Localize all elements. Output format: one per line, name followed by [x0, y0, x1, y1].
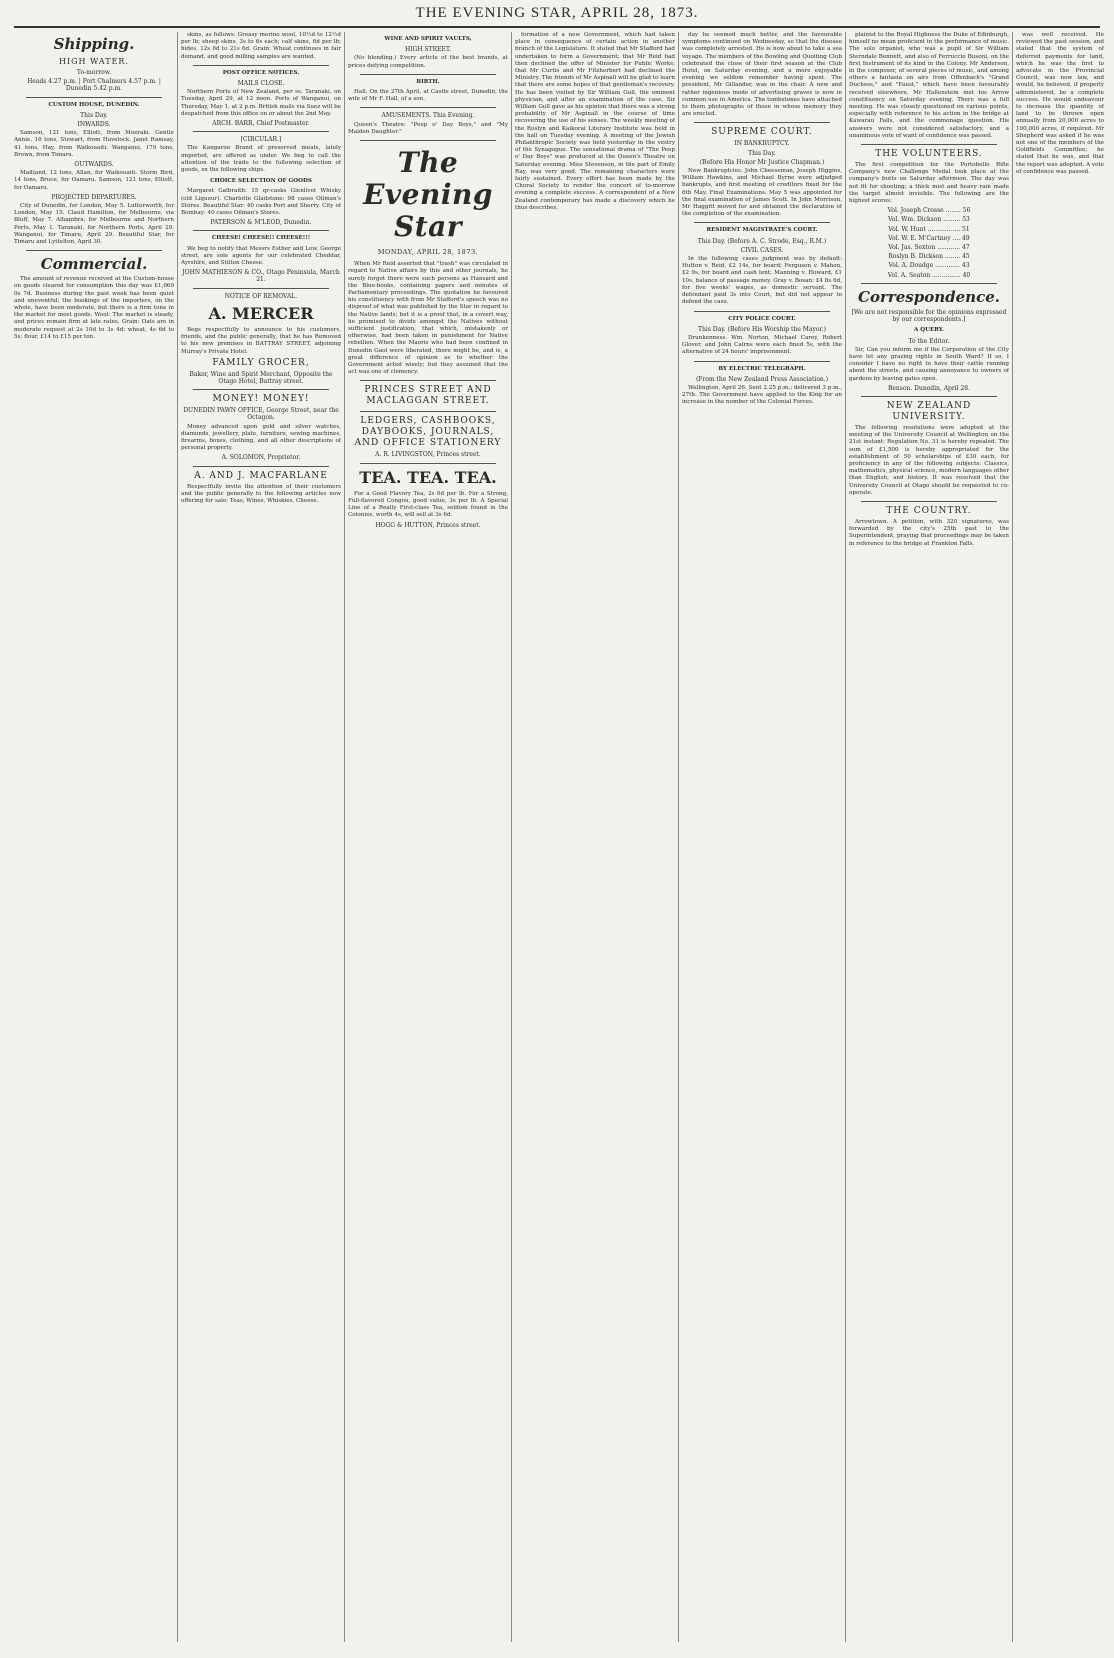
divider — [360, 380, 496, 381]
score-list — [849, 207, 1009, 279]
query-text: Sir, Can you inform me if the Corporation of the City have let any grazing rights in South Ward? If so, I consider I have no right to have their cattle running about the streets, and causing annoyance to owners of gardens by leaving gates open. — [849, 346, 1009, 382]
market-text: skins, as follows: Greasy merino wool, 10½d to 12½d per lb; sheep skins, 3s to 6s each; calf skins, 6d per lb; hides, 12s 6d to 21s 6d. Grain: Wheat continues in fair demand, and good milling samples are wanted. — [181, 32, 341, 60]
ledgers-signature: A. R. LIVINGSTON, Princes street. — [375, 451, 481, 459]
cheese-signature: JOHN MATHIESON & CO., Otago Peninsula, March 21. — [182, 269, 340, 284]
post-office-signature: ARCH. BARR, Chief Postmaster. — [212, 120, 310, 128]
column-rule — [845, 32, 846, 1642]
ledgers-heading: LEDGERS, CASHBOOKS, DAYBOOKS, JOURNALS, AND OFFICE STATIONERY — [354, 416, 502, 449]
court-date: This Day. — [748, 149, 776, 157]
masthead: THE EVENING STAR, APRIL 28, 1873. — [415, 5, 699, 21]
divider — [694, 222, 830, 223]
high-water-heading: HIGH WATER. — [59, 57, 129, 66]
score-row: Roslyn B. Dickson ........ 45 — [888, 253, 970, 261]
column-5 — [682, 32, 842, 1642]
score-row: Vol. W. E. M'Cartney .... 49 — [888, 234, 970, 242]
mercer-name: A. MERCER — [208, 303, 314, 323]
wine-vaults-heading: WINE AND SPIRIT VAULTS, — [384, 36, 472, 42]
choice-goods-text: Margaret Galbraith: 15 qr-casks Glenlivet Whisky (old Liqueur). Charlotte Gladstone: 98 cases Oilman's Stores. Beautiful Star: 40 casks Port and Sherry. City of Bombay: 40 cases Oilman's Stores. — [181, 188, 341, 217]
choice-goods-signature: PATERSON & M'LEOD, Dunedin. — [210, 219, 312, 227]
shops-heading: PRINCES STREET AND MACLAGGAN STREET. — [364, 385, 492, 407]
court-judge: (Before His Honor Mr Justice Chapman.) — [699, 158, 825, 166]
column-2 — [181, 32, 341, 1642]
cheese-heading: CHEESE! CHEESE!! CHEESE!!! — [211, 235, 311, 242]
tomorrow-label: To-morrow. — [76, 69, 112, 76]
shipping-heading: Shipping. — [53, 35, 135, 53]
score-row: Vol. Joseph Crosse ........ 56 — [887, 207, 971, 215]
column-4 — [515, 32, 675, 1642]
divider — [861, 144, 997, 145]
mercer-address: Baker, Wine and Spirit Merchant, Opposite the Otago Hotel, Battray street. — [189, 370, 333, 385]
divider — [694, 311, 830, 312]
commercial-text: The amount of revenue received at the Custom-house on goods cleared for consumption this day was £1,069 0s 7d. Business during the past week has been quiet and uneventful; the bookings of the importers, on the whole, have been moderate, but there is a firm tone in the market for most goods. Wool: The market is steady, and prices remain firm at late rates. Grain: Oats are in moderate request at 2s 10d to 3s 4d; wheat, 4s 6d to 5s; flour, £14 to £15 per ton. — [14, 276, 174, 340]
column-rule — [344, 32, 345, 1642]
correspondence-note: [We are not responsible for the opinions expressed by our correspondents.] — [851, 308, 1007, 324]
divider — [360, 411, 496, 412]
divider — [193, 389, 329, 390]
telegraph-heading: BY ELECTRIC TELEGRAPH. — [718, 365, 806, 372]
editorial-text: When Mr Reid asserted that "trash" was circulated in regard to Native affairs by this and other journals, he surely forgot there were such persons as Hansard and the Blue-books, containing papers and minutes of Parliamentary proceedings. The quotation he favoured his constituency with from Mr Stafford's speech was no disproof of what was published by the Star in regard to the Native lands; but it is a proof that, in a covert way, he promised to divide amongst the Natives without sufficient justification, that which, mistakenly or otherwise, had been taken in punishment for Native rebellion. When the Maoris who had been confined in Dunedin Gaol were liberated, there might be, and is, a great difference of opinion as to whether the Government acted wisely; but they assumed that the act was one of clemency. — [348, 261, 508, 376]
amusements-text: Queen's Theatre: "Peep o' Day Boys," and "My Maiden Daughter." — [348, 121, 508, 135]
commercial-heading: Commercial. — [40, 255, 148, 274]
wine-vaults-text: (No blending.) Every article of the best brands, at prices defying competition. — [348, 55, 508, 69]
outwards-label: OUTWARDS. — [74, 161, 114, 169]
score-row: Vol. A. Seaton ............... 40 — [887, 271, 971, 279]
post-office-heading: POST OFFICE NOTICES. — [222, 69, 300, 76]
city-police-sub: This Day. (Before His Worship the Mayor.) — [698, 325, 826, 333]
divider — [193, 131, 329, 132]
column-rule — [1012, 32, 1013, 1642]
customs-heading: CUSTOM HOUSE, DUNEDIN. — [48, 101, 140, 108]
birth-heading: BIRTH. — [416, 78, 440, 85]
resident-court-sub: This Day. (Before A. C. Strode, Esq., R.M.) — [697, 237, 827, 245]
birth-text: Hall. On the 27th April, at Castle street, Dunedin, the wife of Mr F. Hall, of a son. — [348, 89, 508, 103]
circular-text: The Kangaroo Brand of preserved meats, lately imported, are offered as under. We beg to call the attention of the trade to the following selection of goods, ex the following ships. — [181, 145, 341, 174]
country-text: Arrowtown. A petition, with 320 signatures, was forwarded by the city's 25th past to the Superintendent, praying that proceedings may be taken in reference to the bridge at Frankton Falls. — [849, 518, 1009, 547]
divider — [694, 122, 830, 123]
news-text: plainist to the Royal Highness the Duke of Edinburgh, himself no mean proficient in the performance of music. The solo organist, who was a pupil of Sir William Sterndale Bennett, and also of Ferruccio Busoni, on the first Instrument of its kind in the Colony. Mr Anderson, in the composer, of several pieces of music, and among others a fantasia on airs from Offenbach's "Grand Duchess," and "Faust," which have been favourably received elsewhere. Mr Hallenstein met his Arrow constituency on Saturday evening. There was a full meeting. He was closely questioned on various points, especially with reference to his action in the bridge at Kawarau Falls, and the commonage question. His answers were not considered satisfactory, and a unanimous vote of want of confidence was passed. — [849, 32, 1009, 139]
divider — [861, 283, 997, 284]
pawn-office-label: DUNEDIN PAWN OFFICE, George Street, near the Octagon. — [183, 407, 339, 422]
university-text: The following resolutions were adopted at the meeting of the University Council at Wellington on the 21st instant: Regulation No. 31 is hereby repealed. The sum of £1,500 is hereby appropriated for the establishment of 50 scholarships of £30 each, for proficiency in any of the following subjects: Classics, mathematics, physical science, modern languages other than English, and history. It was resolved that the University Council at Otago should be requested to co-operate. — [849, 424, 1009, 496]
divider — [694, 361, 830, 362]
choice-goods-heading: CHOICE SELECTION OF GOODS — [210, 178, 312, 185]
column-1 — [14, 32, 174, 1642]
divider — [193, 65, 329, 66]
mails-close-label: MAILS CLOSE. — [237, 80, 285, 88]
correspondence-heading: Correspondence. — [858, 287, 1000, 306]
telegraph-text: Wellington, April 26. Sent 2.25 p.m.; delivered 3 p.m., 27th. The Government have applied to the King for an increase in the number of the Colonial Forces. — [682, 384, 842, 406]
bankruptcy-label: IN BANKRUPTCY. — [734, 140, 790, 148]
divider — [193, 288, 329, 289]
macfarlane-text: Respectfully invite the attention of their customers and the public generally to the following articles now offering for sale: Teas, Wines, Whiskies, Cheese. — [181, 483, 341, 504]
news-text: was well received. He reviewed the past session, and stated that the system of deferred payments for land, which he was the first to advocate in the Provincial Council, was now law, and would, he believed, if properly administered, be a complete success. He would endeavour to increase the quantity of land to be thrown open annually from 20,000 acres to 100,000 acres, if required. Mr Shepherd was asked if he was not one of the members of the Goldfields Committee; he stated that he was, and that the report was adopted. A vote of confidence was passed. — [1016, 32, 1104, 175]
civil-cases-label: CIVIL CASES. — [740, 246, 784, 254]
pawn-office-signature: A. SOLOMON, Proprietor. — [221, 454, 301, 462]
pawn-office-text: Money advanced upon gold and silver watches, diamonds, jewellery, plate, furniture, sewing machines, firearms, boxes, clothing, and all other descriptions of personal property. — [181, 423, 341, 452]
wine-vaults-address: HIGH STREET. — [405, 46, 451, 54]
removal-heading: NOTICE OF REMOVAL. — [224, 292, 298, 300]
column-7 — [1016, 32, 1104, 1642]
city-police-heading: CITY POLICE COURT. — [728, 315, 796, 322]
score-row: Vol. Wm. Dickson ......... 53 — [888, 216, 970, 224]
projected-text: City of Dunedin, for London, May 5. Lutterworth, for London, May 15. Claud Hamilton, for Melbourne, via Bluff, May 7. Alhambra, for Melbourne and Northern Ports, May 1. Taranaki, for Northern Ports, April 29. Wanganui, for Timaru, April 29. Beautiful Star, for Timaru and Lyttelton, April 30. — [14, 203, 174, 246]
divider — [360, 140, 496, 141]
projected-label: PROJECTED DEPARTURES. — [51, 193, 137, 201]
divider — [861, 396, 997, 397]
outwards-text: Maitland, 12 tons, Allan, for Waikouaiti. Storm Bird, 14 tons, Bruce, for Oamaru. Samson, 121 tons, Elliott, for Oamaru. — [14, 170, 174, 191]
university-heading: NEW ZEALAND UNIVERSITY. — [886, 400, 972, 422]
score-row: Vol. W. Hunt ................. 51 — [888, 225, 970, 233]
city-police-text: Drunkenness. Wm. Norton, Michael Carey, Robert Glover, and John Cairns were each fined 5s, with the alternative of 24 hours' imprisonment. — [682, 334, 842, 356]
circular-label: [CIRCULAR.] — [240, 136, 282, 144]
masthead-rule — [14, 26, 1100, 28]
court-text: New Bankruptcies. John Cheeseman, Joseph Higgins, William Hawkins, and Michael Byrne were adjudged bankrupts, and first meeting of creditors fixed for the 6th May. Final Examinations. May 5 was appointed for the final examination of James Scott. In John Morrison, Mr Haggitt moved for and obtained the declaration of the completion of the examination. — [682, 168, 842, 218]
column-rule — [177, 32, 178, 1642]
arrived-label: INWARDS. — [77, 121, 111, 129]
resident-court-heading: RESIDENT MAGISTRATE'S COURT. — [706, 227, 818, 234]
telegraph-source: (From the New Zealand Press Association.) — [695, 375, 829, 383]
arrived-text: Samson, 121 tons, Elliott, from Moeraki. Gentle Annie, 16 tons, Stewart, from Havelock. Janet Ramsay, 41 tons, Hay, from Waikouaiti. Wanganui, 179 tons, Brown, from Timaru. — [14, 130, 174, 158]
query-heading: A QUERY. — [914, 327, 944, 334]
divider — [360, 107, 496, 108]
country-heading: THE COUNTRY. — [886, 505, 972, 516]
family-grocer-label: FAMILY GROCER, — [212, 357, 310, 368]
tide-table: Heads 4.27 p.m. | Port Chalmers 4.57 p.m. | Dunedin 5.42 p.m. — [27, 78, 161, 93]
tea-text: For a Good Flavory Tea, 2s 6d per lb. For a Strong, Full-flavored Congou, good value, 3s per lb. A Special Line of a Really First-class Tea, seldom found in the Colonies, worth 4s, will sell at 3s 6d. — [348, 490, 508, 519]
score-row: Vol. A. Doudge ............. 43 — [888, 262, 970, 270]
cheese-text: We beg to notify that Messrs Esther and Low, George street, are sole agents for our celebrated Cheddar, Ayrshire, and Stilton Cheese. — [181, 245, 341, 267]
amusements-heading: AMUSEMENTS. This Evening. — [381, 112, 475, 120]
mercer-text: Begs respectfully to announce to his customers, friends, and the public generally, that he has Removed to his new premises in BATTRAY STREET, adjoining Murray's Private Hotel. — [181, 326, 341, 355]
divider — [193, 466, 329, 467]
column-6 — [849, 32, 1009, 1642]
score-row: Vol. Jas. Sexton ............ 47 — [888, 244, 970, 252]
civil-cases-text: In the following cases judgment was by default: Hutton v. Reid, £2 14s, for board; Ferguson v. Mahon, £2 9s, for board and cash lent; Manning v. Howard, £1 10s, balance of passage money. Gray v. Bosan: £4 8s 6d, for five weeks' wages, as domestic servant. The defendant paid 3s into Court, but did not appear to defend the case. — [682, 256, 842, 306]
divider — [360, 74, 496, 75]
column-rule — [511, 32, 512, 1642]
tea-heading: TEA. TEA. TEA. — [359, 467, 497, 487]
query-addressee: To the Editor. — [908, 337, 950, 345]
column-3 — [348, 32, 508, 1642]
paper-title: The Evening Star — [363, 146, 493, 244]
post-office-text: Northern Ports of New Zealand, per ss. Taranaki, on Tuesday, April 29, at 12 noon. Ports of Wanganui, on Thursday, May 1, at 2 p.m. British mails via Suez will be despatched from this office on or about the 2nd May. — [181, 89, 341, 117]
query-signature: Benson. Dunedin, April 28. — [887, 384, 971, 392]
tea-signature: HOGG & HUTTON, Princes street. — [375, 521, 481, 529]
macfarlane-heading: A. AND J. MACFARLANE — [194, 470, 328, 481]
money-heading: MONEY! MONEY! — [212, 394, 310, 405]
paper-dateline: MONDAY, APRIL 28, 1873. — [377, 248, 479, 257]
volunteers-text: The first competition for the Portobello Rifle Company's new Challenge Medal took place at the company's butts on Saturday afternoon. The day was not fit for shooting; a thick mist and heavy rain made the target almost invisible. The following are the highest scores: — [849, 162, 1009, 205]
volunteers-heading: THE VOLUNTEERS. — [875, 149, 983, 160]
divider — [861, 501, 997, 502]
column-rule — [678, 32, 679, 1642]
supreme-court-heading: SUPREME COURT. — [711, 127, 813, 138]
news-text: formation of a new Government, which had taken place in consequence of certain action in another branch of the Legislature. It stated that Mr Stafford had undertaken to form a Government; that Mr Reid had then declined the offer of Minister for Public Works; that Mr Curtis and Mr Fitzherbert had declined the Ministry. The friends of Mr Aspinall will be glad to learn that there are some hopes of that gentleman's recovery. He has been visited by Sir William Gull, the eminent physician, and after an examination of the case, Sir William Gull gave as his opinion that there was a strong probability of Mr Aspinall in the course of time recovering the use of his senses. The weekly meeting of the Roslyn and Kaikorai Literary Institute was held in the hall on Tuesday evening. A meeting of the Jewish Philanthropic Society was held yesterday in the vestry of the Synagogue. The sensational drama of "The Peep o' Day Boys" was produced at the Queen's Theatre on Saturday evening. Miss Stevenson, in the part of Emily Ray, was very good. The remaining characters were fairly sustained. Every effort has been made by the Choral Society to render the concert of to-morrow evening a complete success. A correspondent of a New Zealand contemporary has made a discovery which he thus describes. — [515, 32, 675, 211]
customs-date: This Day. — [80, 111, 108, 119]
divider — [26, 97, 162, 98]
divider — [193, 230, 329, 231]
divider — [26, 250, 162, 251]
divider — [360, 463, 496, 464]
news-text: day he seemed much better, and the favourable symptoms continued on Wednesday, so that the disease was completely arrested. He is now about to take a sea voyage. The members of the Bowling and Quoiting Club celebrated the close of their first season at the Club Hotel, on Saturday evening, and a more enjoyable evening we seldom remember having spent. The president, Mr Gillander, was in the chair. A new and rather ingenious mode of advertising graves is now in common use in America. The tombstones have attached to them photographs of those in whose memory they are erected. — [682, 32, 842, 118]
